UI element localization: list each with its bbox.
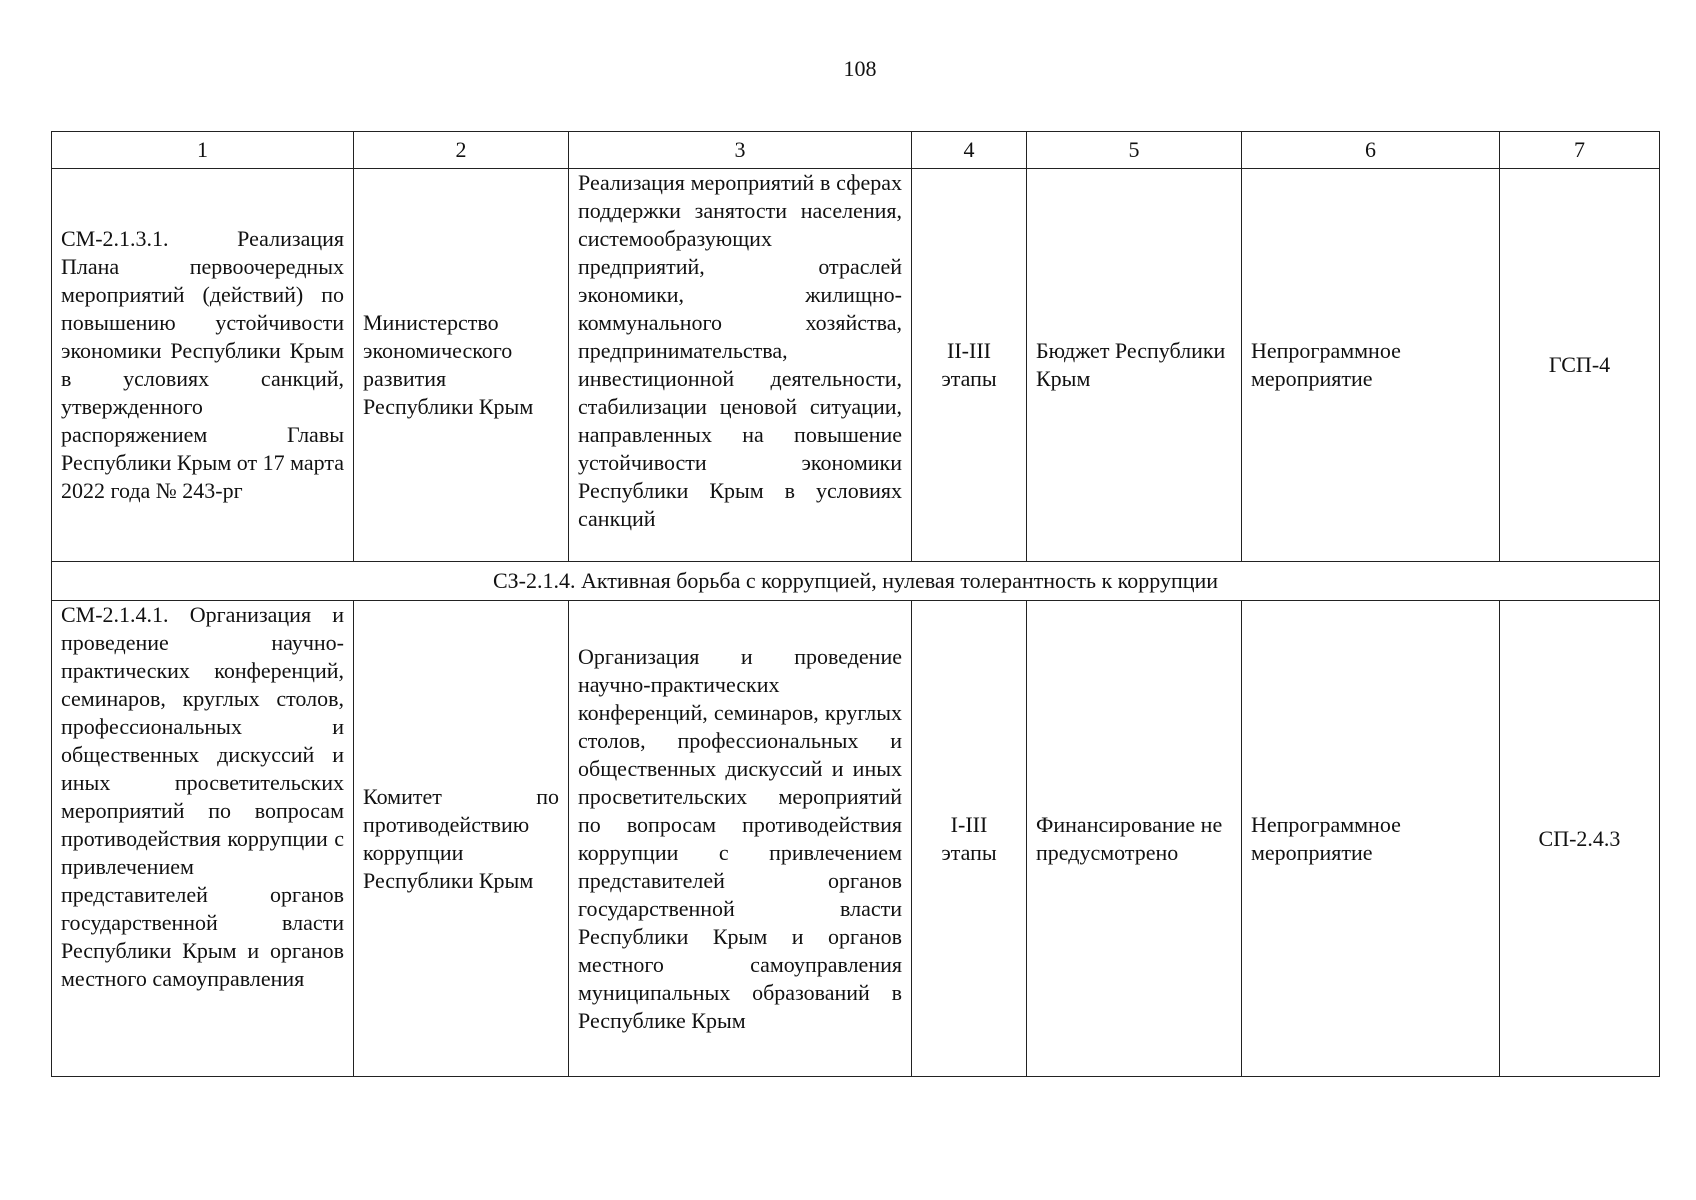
column-header: 1 [52,132,354,169]
program-status-cell: Непрограммное мероприятие [1242,601,1500,1077]
funding-source-cell: Бюджет Республики Крым [1027,169,1242,562]
section-heading-row [52,562,1660,601]
measure-name-cell: СМ-2.1.4.1. Организация и проведение научно-практических конференций, семинаров, круглых столов, профессиональных и общественных дискуссий и иных просветительских мероприятий по вопросам противодействия коррупции с привлечением представителей органов государственной власти Республики Крым и органов местного самоуправления [52,601,354,1077]
responsible-executor-cell: Министерство экономического развития Республики Крым [354,169,569,562]
section-heading: СЗ-2.1.4. Активная борьба с коррупцией, нулевая толерантность к коррупции [52,562,1660,601]
column-header: 4 [912,132,1027,169]
table-row [52,169,1660,562]
link-code-cell: СП-2.4.3 [1500,601,1660,1077]
column-header: 6 [1242,132,1500,169]
page-number: 108 [843,56,877,81]
table-row [52,601,1660,1077]
funding-source-cell: Финансирование не предусмотрено [1027,601,1242,1077]
measure-description-cell: Организация и проведение научно-практических конференций, семинаров, круглых столов, профессиональных и общественных дискуссий и иных просветительских мероприятий по вопросам противодействия коррупции с привлечением представителей органов государственной власти Республики Крым и органов местного самоуправления муниципальных образований в Республике Крым [569,601,912,1077]
column-header: 2 [354,132,569,169]
link-code-cell: ГСП-4 [1500,169,1660,562]
measure-name-cell: СМ-2.1.3.1. Реализация Плана первоочередных мероприятий (действий) по повышению устойчивости экономики Республики Крым в условиях санкций, утвержденного распоряжением Главы Республики Крым от 17 марта 2022 года № 243-рг [52,169,354,562]
responsible-executor-cell: Комитет по противодействию коррупции Республики Крым [354,601,569,1077]
column-header: 5 [1027,132,1242,169]
column-header: 7 [1500,132,1660,169]
stages-cell: II-III этапы [912,169,1027,562]
measure-description-cell: Реализация мероприятий в сферах поддержки занятости населения, системообразующих предприятий, отраслей экономики, жилищно-коммунального хозяйства, предпринимательства, инвестиционной деятельности, стабилизации ценовой ситуации, направленных на повышение устойчивости экономики Республики Крым в условиях санкций [569,169,912,562]
stages-cell: I-III этапы [912,601,1027,1077]
column-header: 3 [569,132,912,169]
table-header-row [52,132,1660,169]
program-status-cell: Непрограммное мероприятие [1242,169,1500,562]
measures-table [51,131,1660,1077]
